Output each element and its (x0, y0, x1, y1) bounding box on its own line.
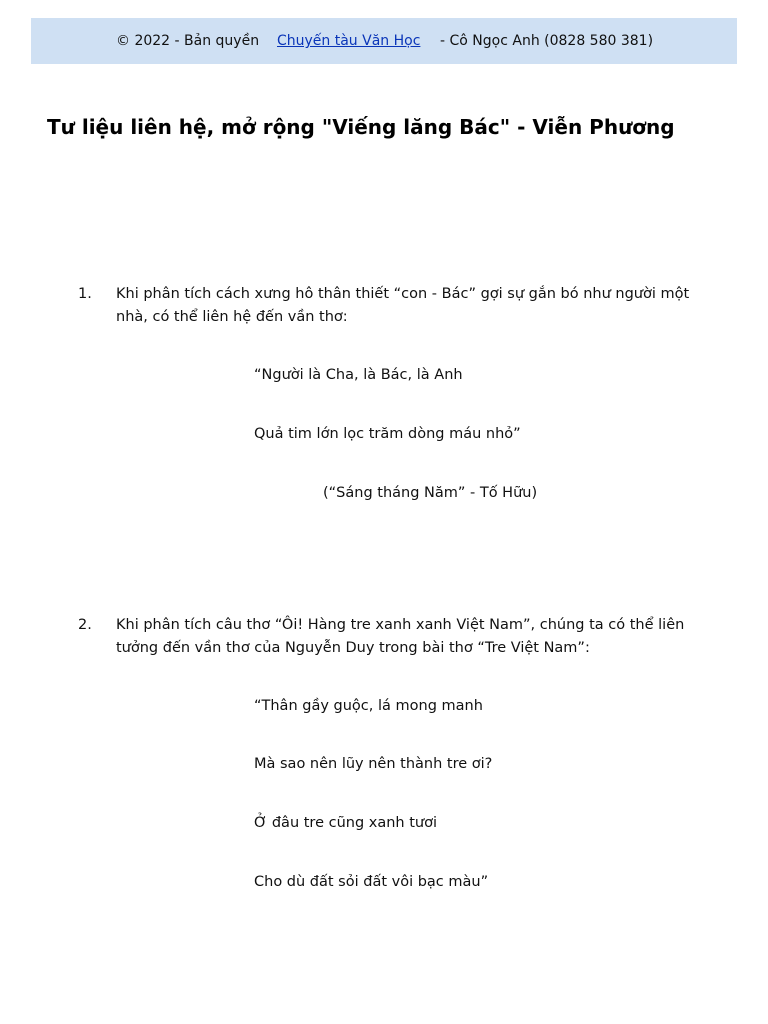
chuyen-tau-van-hoc-link[interactable]: Chuyến tàu Văn Học (277, 33, 421, 49)
copyright-text: © 2022 - Bản quyền (116, 33, 260, 49)
verse-line: Quả tim lớn lọc trăm dòng máu nhỏ” (254, 426, 521, 442)
verse-line: “Người là Cha, là Bác, là Anh (254, 367, 463, 383)
copyright-banner (31, 18, 737, 64)
author-contact-text: - Cô Ngọc Anh (0828 580 381) (440, 33, 654, 49)
verse-line: Mà sao nên lũy nên thành tre ơi? (254, 756, 493, 772)
list-item-number: 1. (78, 286, 92, 302)
verse-line: Ở đâu tre cũng xanh tươi (254, 815, 437, 831)
list-item-text: Khi phân tích cách xưng hô thân thiết “con - Bác” gợi sự gắn bó như người một nhà, có thể liên hệ đến vần thơ: (116, 286, 690, 325)
verse-line: Cho dù đất sỏi đất vôi bạc màu” (254, 874, 489, 890)
verse-line: “Thân gầy guộc, lá mong manh (254, 698, 483, 714)
list-item-number: 2. (78, 617, 92, 633)
document-title: Tư liệu liên hệ, mở rộng "Viếng lăng Bác" - Viễn Phương (47, 115, 675, 139)
verse-citation: (“Sáng tháng Năm” - Tố Hữu) (323, 485, 538, 501)
list-item-text: Khi phân tích câu thơ “Ôi! Hàng tre xanh xanh Việt Nam”, chúng ta có thể liên tưởng đến vần thơ của Nguyễn Duy trong bài thơ “Tre Việt Nam”: (116, 617, 685, 656)
